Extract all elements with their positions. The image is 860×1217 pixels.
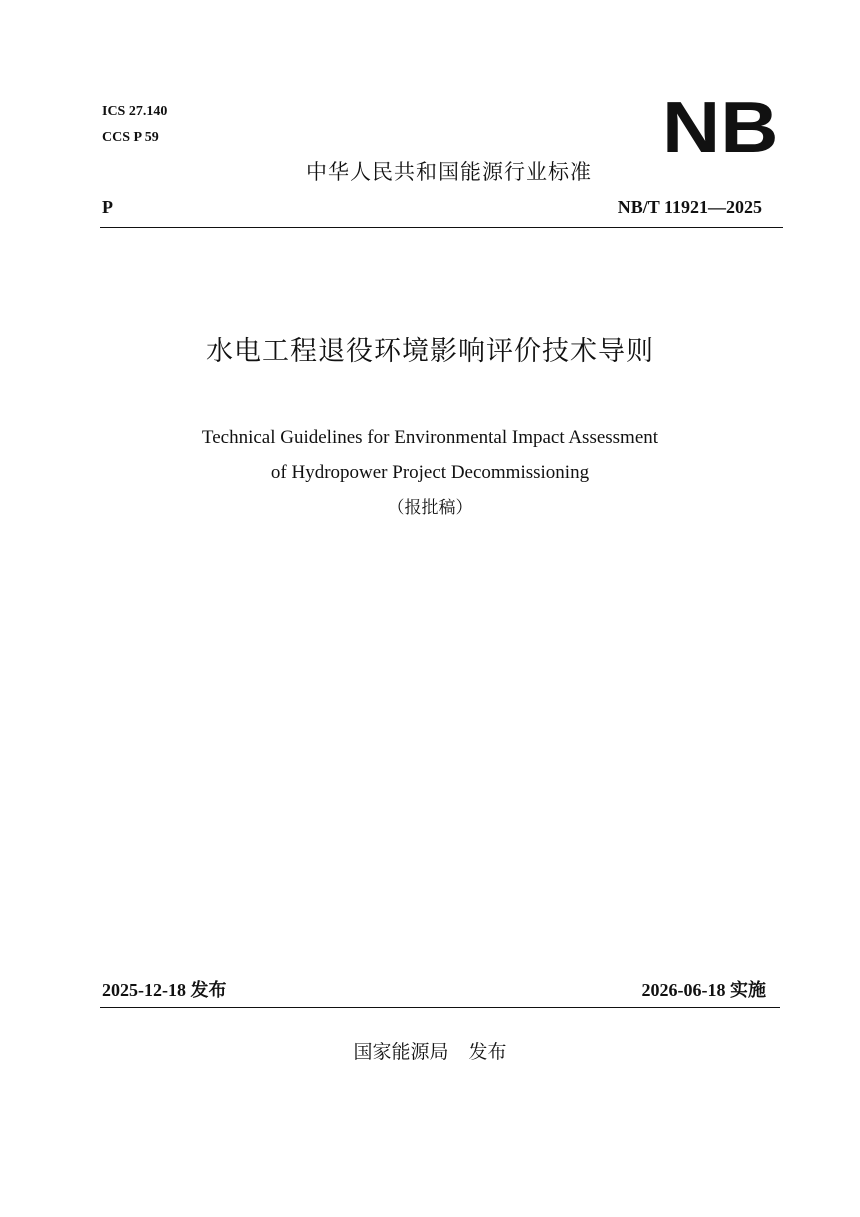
classification-letter: P xyxy=(102,197,113,217)
footer-divider xyxy=(100,1007,780,1008)
implementation-date: 2026-06-18 实施 xyxy=(641,980,766,1000)
draft-status: （报批稿） xyxy=(387,498,473,518)
standard-number: NB/T 11921—2025 xyxy=(617,197,762,217)
publish-word: 发布 xyxy=(468,1041,507,1063)
title-english-line2: of Hydropower Project Decommissioning xyxy=(270,462,590,483)
issue-date: 2025-12-18 发布 xyxy=(102,980,227,1000)
standard-category: 中华人民共和国能源行业标准 xyxy=(306,160,592,184)
ccs-code: CCS P 59 xyxy=(102,130,159,145)
publisher-line xyxy=(0,1039,860,1065)
title-chinese: 水电工程退役环境影响评价技术导则 xyxy=(206,336,654,367)
publisher-name: 国家能源局 xyxy=(353,1041,449,1063)
nb-logo: NB xyxy=(662,88,779,168)
title-english-line1: Technical Guidelines for Environmental Impact Assessment xyxy=(201,427,659,448)
ics-code: ICS 27.140 xyxy=(102,104,168,119)
header-divider xyxy=(100,227,783,228)
